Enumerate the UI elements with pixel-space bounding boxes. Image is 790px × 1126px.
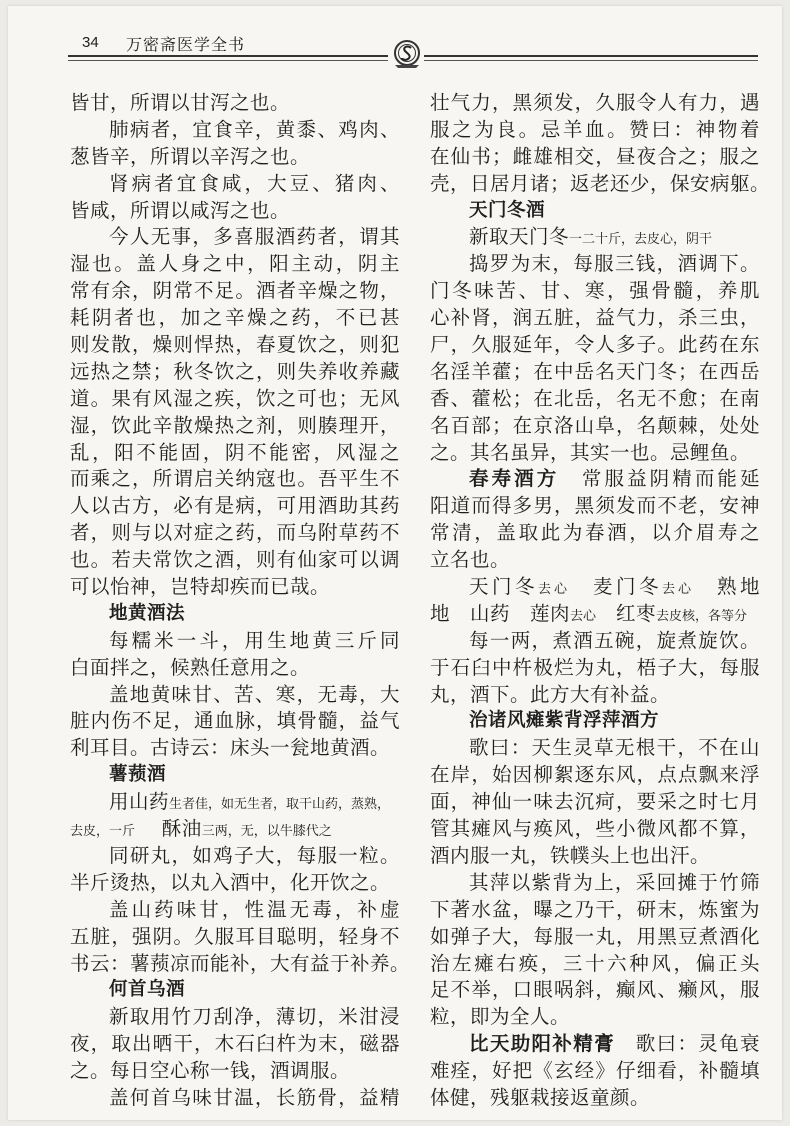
text-line bbox=[70, 789, 400, 816]
text-segment: 难痊，好把《玄经》仔细看，补髓填 bbox=[430, 1059, 760, 1083]
text-line bbox=[430, 520, 760, 547]
text-segment: 熟地 bbox=[716, 575, 760, 599]
text-segment: 名淫羊藿；在中岳名天门冬；在西岳 bbox=[430, 359, 760, 383]
section-heading bbox=[430, 198, 760, 225]
text-segment: 脏内伤不足，通血脉，填骨髓，益气 bbox=[70, 709, 400, 733]
text-segment: 红枣 bbox=[596, 601, 657, 625]
text-segment: 歌曰：灵龟衰 bbox=[635, 1032, 760, 1056]
text-segment: 壳，日居月诸；返老还少，保安病躯。 bbox=[430, 171, 771, 195]
text-segment: 立名也。 bbox=[430, 548, 511, 572]
text-segment: 粒，即为全人。 bbox=[430, 1005, 571, 1029]
inline-heading: 比天助阳补精膏 bbox=[469, 1032, 615, 1056]
header-rule-right bbox=[424, 55, 758, 61]
text-line bbox=[70, 224, 400, 251]
annotation-note: 生者佳，如无生者，取干山药，蒸熟， bbox=[169, 797, 391, 813]
text-line bbox=[70, 870, 400, 897]
text-segment: 丸，酒下。此方大有补益。 bbox=[430, 682, 671, 706]
text-line bbox=[430, 1004, 760, 1031]
publisher-emblem-icon bbox=[390, 38, 424, 70]
text-segment: 道。果有风湿之疾，饮之可也；无风 bbox=[70, 386, 400, 410]
text-line bbox=[430, 655, 760, 682]
text-line bbox=[430, 171, 771, 198]
text-segment: 则发散，燥则悍热，春夏饮之，则犯 bbox=[70, 333, 400, 357]
text-segment: 而乘之，所谓启关纳寇也。吾平生不 bbox=[70, 467, 400, 491]
text-line bbox=[430, 440, 760, 467]
text-segment: 半斤烫热，以丸入酒中，化开饮之。 bbox=[70, 870, 391, 894]
text-segment: 之。每日空心称一钱，酒调服。 bbox=[70, 1059, 351, 1083]
text-line bbox=[70, 144, 400, 171]
text-segment: 夜，取出晒干，木石臼杵为末，磁器 bbox=[70, 1032, 400, 1056]
text-line bbox=[430, 897, 760, 924]
text-segment: 面，神仙一味去沉疴，要采之时七月 bbox=[430, 790, 760, 814]
text-segment: 尸，久服延年，令人多子。此药在东 bbox=[430, 333, 760, 357]
text-segment: 治左瘫右痪，三十六种风，偏正头 bbox=[430, 951, 760, 975]
text-segment: 治诸风瘫紫背浮萍酒方 bbox=[469, 710, 660, 732]
text-segment: 白面拌之，候熟任意用之。 bbox=[70, 655, 311, 679]
text-line bbox=[430, 682, 760, 709]
text-segment: 同研丸，如鸡子大，每服一粒。 bbox=[109, 843, 400, 867]
text-segment: 天门冬 bbox=[469, 575, 538, 599]
text-segment: 于石臼中杵极烂为丸，梧子大，每服 bbox=[430, 655, 760, 679]
text-line bbox=[70, 574, 400, 601]
right-text-column bbox=[430, 90, 771, 1112]
text-line bbox=[70, 278, 400, 305]
text-line bbox=[430, 305, 760, 332]
section-heading bbox=[70, 601, 400, 628]
text-segment: 之。其名虽异，其实一也。忌鲤鱼。 bbox=[430, 440, 751, 464]
text-line bbox=[70, 1058, 400, 1085]
text-segment: 用山药 bbox=[109, 790, 170, 814]
book-page bbox=[8, 6, 782, 1120]
text-line bbox=[70, 90, 400, 117]
text-segment: 可以怡神，岂特却疾而已哉。 bbox=[70, 575, 331, 599]
text-segment: 天门冬酒 bbox=[469, 199, 546, 221]
text-segment: 今人无事，多喜服酒药者，谓其 bbox=[109, 225, 400, 249]
text-line bbox=[430, 493, 760, 520]
text-segment: 人以古方，必有是病，可用酒助其药 bbox=[70, 494, 400, 518]
text-line bbox=[70, 198, 400, 225]
text-segment: 如弹子大，每服一丸，用黑豆煮酒化 bbox=[430, 924, 760, 948]
text-line bbox=[430, 924, 760, 951]
text-line bbox=[430, 547, 760, 574]
text-segment: 阳道而得多男，黑须发而不老，安神 bbox=[430, 494, 760, 518]
text-line bbox=[70, 843, 400, 870]
text-line bbox=[70, 655, 400, 682]
text-line bbox=[70, 547, 400, 574]
text-segment: 耗阴者也，加之辛燥之药，不已甚 bbox=[70, 306, 400, 330]
text-line bbox=[430, 977, 760, 1004]
text-line bbox=[430, 735, 760, 762]
text-line bbox=[430, 278, 760, 305]
text-line bbox=[70, 413, 400, 440]
text-line bbox=[70, 816, 400, 843]
text-segment: 五脏，强阴。久服耳目聪明，轻身不 bbox=[70, 924, 400, 948]
text-segment: 酥油 bbox=[135, 817, 202, 841]
text-line bbox=[430, 843, 760, 870]
text-segment: 乱，阳不能固，阴不能密，风湿之 bbox=[70, 440, 400, 464]
text-line bbox=[70, 1085, 400, 1112]
text-segment: 歌曰：天生灵草无根干，不在山 bbox=[469, 736, 760, 760]
text-segment: 足不举，口眼㖞斜，癫风、癞风，服 bbox=[430, 978, 760, 1002]
text-line bbox=[430, 144, 760, 171]
text-line bbox=[430, 251, 760, 278]
text-line bbox=[430, 117, 760, 144]
text-line bbox=[430, 1031, 760, 1058]
text-segment: 壮气力，黑须发，久服令人有力，遇 bbox=[430, 91, 760, 114]
text-segment: 湿也。盖人身之中，阳主动，阴主 bbox=[70, 252, 400, 276]
text-segment: 盖地黄味甘、苦、寒，无毒，大 bbox=[109, 682, 400, 706]
text-segment: 心补肾，润五脏，益气力，杀三虫， bbox=[430, 306, 760, 330]
text-line bbox=[430, 224, 760, 251]
text-line bbox=[70, 1031, 400, 1058]
annotation-note: 去皮，一斤 bbox=[70, 824, 136, 840]
text-segment: 也。若夫常饮之酒，则有仙家可以调 bbox=[70, 548, 400, 572]
text-line bbox=[70, 628, 400, 655]
text-segment: 常清，盖取此为春酒，以介眉寿之 bbox=[430, 521, 760, 545]
text-segment: 香、藿松；在北岳，名无不愈；在南 bbox=[430, 386, 760, 410]
text-segment: 在仙书；雌雄相交，昼夜合之；服之 bbox=[430, 144, 760, 168]
text-line bbox=[70, 735, 400, 762]
text-line bbox=[70, 466, 400, 493]
text-segment: 湿，饮此辛散燥热之剂，则腠理开， bbox=[70, 413, 400, 437]
text-segment: 服之为良。忌羊血。赞曰：神物着 bbox=[430, 117, 760, 141]
text-segment: 名百部；在京洛山阜，名颠棘，处处 bbox=[430, 413, 760, 437]
annotation-note: 去心 bbox=[570, 608, 597, 624]
text-line bbox=[70, 332, 400, 359]
text-segment: 麦门冬 bbox=[569, 575, 662, 599]
section-heading bbox=[70, 762, 400, 789]
text-segment: 捣罗为末，每服三钱，酒调下。 bbox=[469, 252, 760, 276]
page-number: 34 bbox=[82, 34, 99, 51]
text-line bbox=[70, 171, 400, 198]
text-segment: 下著水盆，曝之乃干，研末，炼蜜为 bbox=[430, 897, 760, 921]
text-segment: 管其瘫风与痪风，些小微风都不算， bbox=[430, 817, 760, 841]
text-line bbox=[430, 466, 760, 493]
text-line bbox=[70, 682, 400, 709]
text-line bbox=[70, 708, 400, 735]
text-segment: 其萍以紫背为上，采回摊于竹筛 bbox=[469, 870, 760, 894]
text-segment: 新取天门冬 bbox=[469, 225, 570, 249]
text-line bbox=[430, 951, 760, 978]
text-line bbox=[70, 117, 400, 144]
text-segment: 者，则与以对症之药，而乌附草药不 bbox=[70, 521, 400, 545]
text-line bbox=[70, 440, 400, 467]
text-segment: 在岸，始因柳絮逐东风，点点飘来浮 bbox=[430, 763, 760, 787]
text-line bbox=[430, 359, 760, 386]
text-segment: 皆甘，所谓以甘泻之也。 bbox=[70, 91, 291, 114]
text-line bbox=[430, 386, 760, 413]
text-line bbox=[70, 359, 400, 386]
text-line bbox=[70, 1004, 400, 1031]
annotation-note: 去心 bbox=[661, 582, 694, 598]
text-segment: 葱皆辛，所谓以辛泻之也。 bbox=[70, 144, 311, 168]
inline-heading: 春寿酒方 bbox=[469, 467, 560, 491]
text-segment: 皆咸，所谓以咸泻之也。 bbox=[70, 198, 291, 222]
text-line bbox=[70, 251, 400, 278]
text-line bbox=[430, 332, 760, 359]
text-line bbox=[430, 789, 760, 816]
text-line bbox=[430, 413, 760, 440]
text-segment: 酒内服一丸，铁幞头上也出汗。 bbox=[430, 843, 711, 867]
text-segment: 门冬味苦、甘、寒，强骨髓，养肌 bbox=[430, 279, 760, 303]
text-line bbox=[430, 90, 760, 117]
text-segment: 每糯米一斗，用生地黄三斤同 bbox=[109, 628, 400, 652]
section-heading bbox=[430, 708, 760, 735]
text-line bbox=[70, 897, 400, 924]
header-rule-left bbox=[68, 55, 388, 61]
annotation-note: 去皮核，各等分 bbox=[656, 608, 748, 624]
text-segment: 肾病者宜食咸，大豆、猪肉、 bbox=[109, 171, 400, 195]
text-segment: 常有余，阴常不足。酒者辛燥之物， bbox=[70, 279, 400, 303]
text-line bbox=[70, 386, 400, 413]
text-line bbox=[430, 628, 760, 655]
text-line bbox=[430, 1085, 760, 1112]
annotation-note: 去心 bbox=[537, 582, 570, 598]
text-segment: 常服益阴精而能延 bbox=[581, 467, 760, 491]
text-segment: 盖何首乌味甘温，长筋骨，益精 bbox=[109, 1085, 400, 1109]
text-segment: 何首乌酒 bbox=[109, 979, 186, 1001]
text-segment: 每一两，煮酒五碗，旋煮旋饮。 bbox=[469, 628, 760, 652]
text-line bbox=[70, 951, 411, 978]
text-segment: 盖山药味甘，性温无毒，补虚 bbox=[109, 897, 400, 921]
text-segment: 远热之禁；秋冬饮之，则失养收养藏 bbox=[70, 359, 400, 383]
text-line bbox=[430, 870, 760, 897]
text-segment: 地黄酒法 bbox=[109, 602, 186, 624]
text-line bbox=[430, 1058, 760, 1085]
text-line bbox=[70, 493, 400, 520]
section-heading bbox=[70, 977, 400, 1004]
text-segment: 新取用竹刀刮净，薄切，米泔浸 bbox=[109, 1005, 400, 1029]
text-segment: 利耳目。古诗云：床头一瓮地黄酒。 bbox=[70, 736, 391, 760]
text-segment: 肺病者，宜食辛，黄黍、鸡肉、 bbox=[109, 117, 400, 141]
text-line bbox=[70, 520, 400, 547]
text-line bbox=[70, 305, 400, 332]
annotation-note: 三两，无，以牛膝代之 bbox=[201, 824, 332, 840]
text-line bbox=[70, 924, 400, 951]
text-segment: 体健，残躯栽接返童颜。 bbox=[430, 1085, 651, 1109]
text-line bbox=[430, 762, 760, 789]
text-line bbox=[430, 816, 760, 843]
left-text-column bbox=[70, 90, 411, 1112]
text-segment: 书云：薯蓣凉而能补，大有益于补养。 bbox=[70, 951, 411, 975]
running-header-title: 万密斋医学全书 bbox=[126, 35, 246, 54]
text-line bbox=[430, 601, 760, 628]
text-segment: 薯蓣酒 bbox=[109, 764, 167, 786]
annotation-note: 一二十斤，去皮心，阴干 bbox=[569, 232, 713, 248]
text-segment: 地 山药 莲肉 bbox=[430, 601, 571, 625]
text-line bbox=[430, 574, 760, 601]
